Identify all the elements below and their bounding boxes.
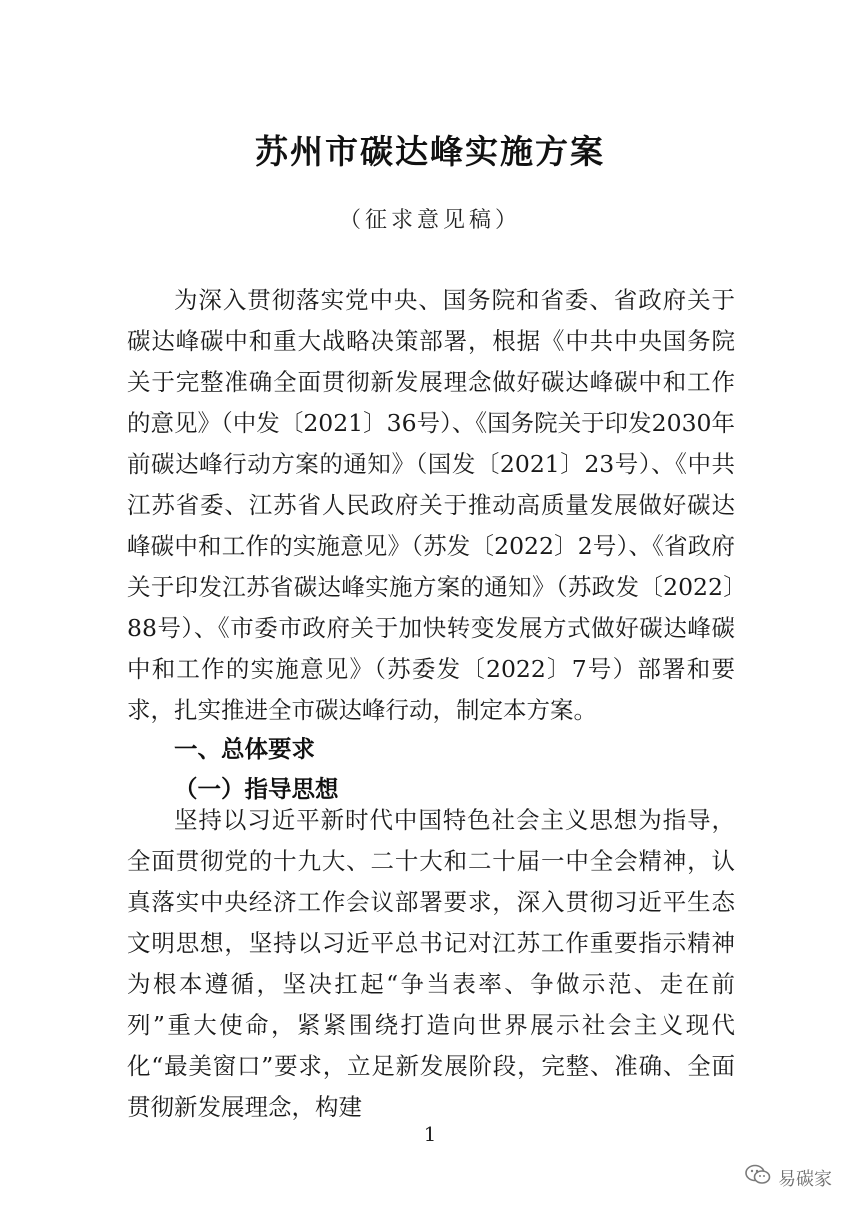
watermark	[744, 1163, 832, 1192]
section-heading: 一、总体要求	[174, 735, 315, 763]
document-subtitle: （征求意见稿）	[338, 208, 521, 233]
wechat-icon	[744, 1163, 772, 1192]
document-title: 苏州市碳达峰实施方案	[255, 132, 605, 171]
watermark-text: 易碳家	[778, 1168, 832, 1190]
page-number: 1	[423, 1122, 437, 1146]
subsection-heading: （一）指导思想	[174, 775, 339, 803]
guiding-thought-paragraph: 坚持以习近平新时代中国特色社会主义思想为指导，全面贯彻党的十九大、二十大和二十届一中全会精神，认真落实中央经济工作会议部署要求，深入贯彻习近平生态文明思想，坚持以习近平总书记对江苏工作重要指示精神为根本遵循，坚决扛起“争当表率、争做示范、走在前列”重大使命，紧紧围绕打造向世界展示社会主义现代化“最美窗口”要求，立足新发展阶段，完整、准确、全面贯彻新发展理念，构建	[127, 806, 735, 1121]
intro-paragraph: 为深入贯彻落实党中央、国务院和省委、省政府关于碳达峰碳中和重大战略决策部署，根据《中共中央国务院关于完整准确全面贯彻新发展理念做好碳达峰碳中和工作的意见》（中发〔2021〕36号）、《国务院关于印发2030年前碳达峰行动方案的通知》（国发〔2021〕23号）、《中共江苏省委、江苏省人民政府关于推动高质量发展做好碳达峰碳中和工作的实施意见》（苏发〔2022〕2号）、《省政府关于印发江苏省碳达峰实施方案的通知》（苏政发〔2022〕88号）、《市委市政府关于加快转变发展方式做好碳达峰碳中和工作的实施意见》（苏委发〔2022〕7号）部署和要求，扎实推进全市碳达峰行动，制定本方案。	[127, 286, 735, 724]
